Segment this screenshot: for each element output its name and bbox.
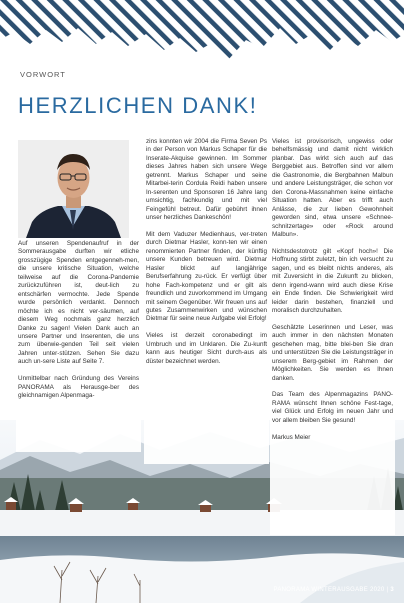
page-footer — [274, 587, 395, 593]
text-column-1 — [16, 240, 141, 452]
text-column-2 — [144, 138, 269, 464]
text-column-3 — [270, 138, 395, 535]
paragraph: Auf unseren Spendenaufruf in der Sommerausgabe durften wir etliche grosszügige Spenden entgegenneh-men, die unsere kritische Situation, welche teilweise auf die Corona-Pandemie zurückzuführen ist, deut-lich zu entschärfen vermochte. Jede Spende wurde persönlich verdankt. Dennoch möchte ich es nicht ver-säumen, auf diesem Weg nochmals ganz herzlich Danke zu sagen! Vielen Dank auch an unsere Partner und Inserenten, die uns zum überwie-genden Teil seit vielen Jahren unter-stützen. Sehen Sie dazu auch un-sere Liste auf Seite 7. — [18, 240, 139, 366]
page-title: HERZLICHEN DANK! — [18, 93, 258, 118]
paragraph: Geschätzte Leserinnen und Leser, was auch immer in den nächsten Monaten geschehen mag, bitte blei-ben Sie dran und unterstützen Sie die Leistungsträger in unserem Berg-gebiet im Rahmen der Möglichkeiten. Sie werden es Ihnen danken. — [272, 323, 393, 382]
signature: Markus Meier — [272, 433, 311, 441]
mountain-hatch-banner — [0, 0, 404, 72]
page-number: 3 — [390, 587, 394, 593]
paragraph: Unmittelbar nach Gründung des Vereins PANORAMA als Herausge-ber des gleichnamigen Alpenmaga- — [18, 375, 139, 400]
section-label: VORWORT — [20, 70, 66, 79]
paragraph: Das Team des Alpenmagazins PANO-RAMA wünscht Ihnen schöne Fest-tage, viel Glück und Erfolg im neuen Jahr und vor allem bleiben Sie gesund! — [272, 391, 393, 424]
portrait-photo — [18, 140, 129, 238]
paragraph: Vieles ist provisorisch, ungewiss oder behelfsmässig und damit nicht wirklich planbar. Das wirkt sich auch auf das Berggebiet aus. Betroffen sind vor allem die Gastronomie, die Bergbahnen Malbun und andere Leistungsträger, die schon vor den Corona-Massnahmen keine einfache Situation hatten. Aber es trifft auch Anlässe, die zur lieben Gewohnheit geworden sind, etwa unsere «Schnee-schnitzertage» oder «Rock around Malbun». — [272, 138, 393, 238]
issue-label: PANORAMA WINTERAUSGABE 2020 — [273, 587, 385, 593]
paragraph: zins konnten wir 2004 die Firma Seven Ps in der Person von Markus Schaper für die Inserate-Akquise gewinnen. Im Sommer dieses Jahres haben sich unsere Wege getrennt. Markus Schaper und seine Mitarbei-terin Cordula Reidi haben unsere In-serenten und Sponsoren 16 Jahre lang umsichtig, fachkundig und mit viel Feingefühl betreut. Dafür gebührt ihnen unser herzliches Dankeschön! — [146, 138, 267, 222]
paragraph: Vieles ist derzeit coronabedingt im Umbruch und im Unklaren. Die Zu-kunft kann aus heutiger Sicht durch-aus als düster bezeichnet werden. — [146, 332, 267, 365]
paragraph: Nichtsdestotrotz gilt «Kopf hoch»! Die Hoffnung stirbt zuletzt, bin ich versucht zu sagen, und es bleibt nichts anderes, als mit Zuversicht in die Zukunft zu blicken, denn irgend-wann wird auch diese Krise ein Ende finden. Die Schwierigkeit wird leider darin bestehen, finanziell und moralisch durchzuhalten. — [272, 247, 393, 314]
footer-separator: | — [386, 587, 389, 593]
paragraph: Mit dem Vaduzer Medienhaus, ver-treten durch Dietmar Hasler, konn-ten wir einen renommierten Partner finden, der künftig unsere Kunden betreuen wird. Dietmar Hasler blickt auf langjährige Berufserfahrung zu-rück. Er verfügt über hohe Fach-kompetenz und er gilt als freundlich und zuvorkommend im Umgang mit seinem Gegenüber. Wir freuen uns auf gutes Zusammenwirken und wünschen Dietmar für seine neue Aufgabe viel Erfolg! — [146, 230, 267, 323]
